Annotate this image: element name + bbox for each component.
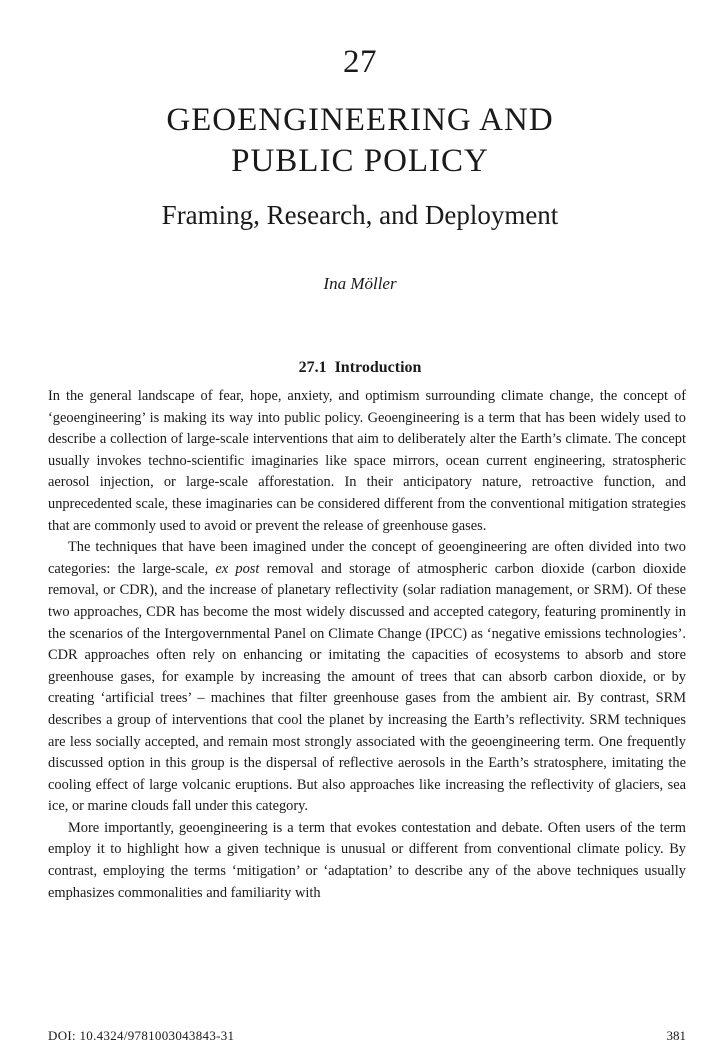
author-name: Ina Möller xyxy=(323,274,397,293)
page-number: 381 xyxy=(666,1028,686,1043)
footer-doi: DOI: 10.4324/9781003043843-31 xyxy=(48,1028,235,1043)
paragraph-3: More importantly, geoengineering is a term that evokes contestation and debate. Often users of the term employ it to highlight how a given technique is unusual or different from conventional climate policy. By contrast, employing the terms ‘mitigation’ or ‘adaptation’ to describe any of the above techniques usually emphasizes commonalities and familiarity with xyxy=(48,819,686,901)
paragraph-1: In the general landscape of fear, hope, anxiety, and optimism surrounding climate change, the concept of ‘geoengineering’ is making its way into public policy. Geoengineering is a term that has been widely used to describe a collection of large-scale interventions that aim to deliberately alter the Earth’s climate. The concept usually invokes techno-scientific imaginaries like space mirrors, ocean current engineering, stratospheric aerosol injection, or large-scale afforestation. In their anticipatory nature, retroactive function, and unprecedented scale, these imaginaries can be considered different from the conventional mitigation strategies that are commonly used to avoid or prevent the release of greenhouse gases. xyxy=(48,388,686,534)
chapter-title-line-1: GEOENGINEERING AND xyxy=(166,102,554,138)
chapter-title-line-2: PUBLIC POLICY xyxy=(231,143,489,179)
body-text xyxy=(48,386,686,904)
section-number: 27.1 xyxy=(298,359,327,376)
paragraph-2-rest: removal and storage of atmospheric carbon dioxide (carbon dioxide removal, or CDR), and the increase of planetary reflectivity (solar radiation management, or SRM). Of these two approaches, CDR has become the most widely discussed and accepted category, featuring prominently in the scenarios of the Intergovernmental Panel on Climate Change (IPCC) as ‘negative emissions technologies’. CDR approaches often rely on enhancing or imitating the capacities of ecosystems to absorb and store greenhouse gases, for example by increasing the amount of trees that can absorb carbon dioxide, or by creating ‘artificial trees’ – machines that filter greenhouse gases from the ambient air. By contrast, SRM describes a group of interventions that cool the planet by increasing the Earth’s reflectivity. SRM techniques are less socially accepted, and remain most strongly associated with the geoengineering term. One frequently discussed option in this group is the dispersal of reflective aerosols in the Earth’s stratosphere, imitating the cooling effect of large volcanic eruptions. But also approaches like increasing the reflectivity of glaciers, sea ice, or marine clouds fall under this category. xyxy=(48,560,686,815)
chapter-subtitle: Framing, Research, and Deployment xyxy=(161,200,559,230)
chapter-title xyxy=(110,100,610,182)
paragraph-2-italic-term: ex post xyxy=(215,560,260,577)
section-title: Introduction xyxy=(334,359,422,376)
paragraph-2 xyxy=(48,537,686,818)
paragraph-2-start: The techniques that have been imagined under the concept of geoengineering are often divided into two categories: the large-scale, xyxy=(48,539,686,577)
section-heading xyxy=(0,359,720,377)
chapter-number: 27 xyxy=(343,44,377,80)
